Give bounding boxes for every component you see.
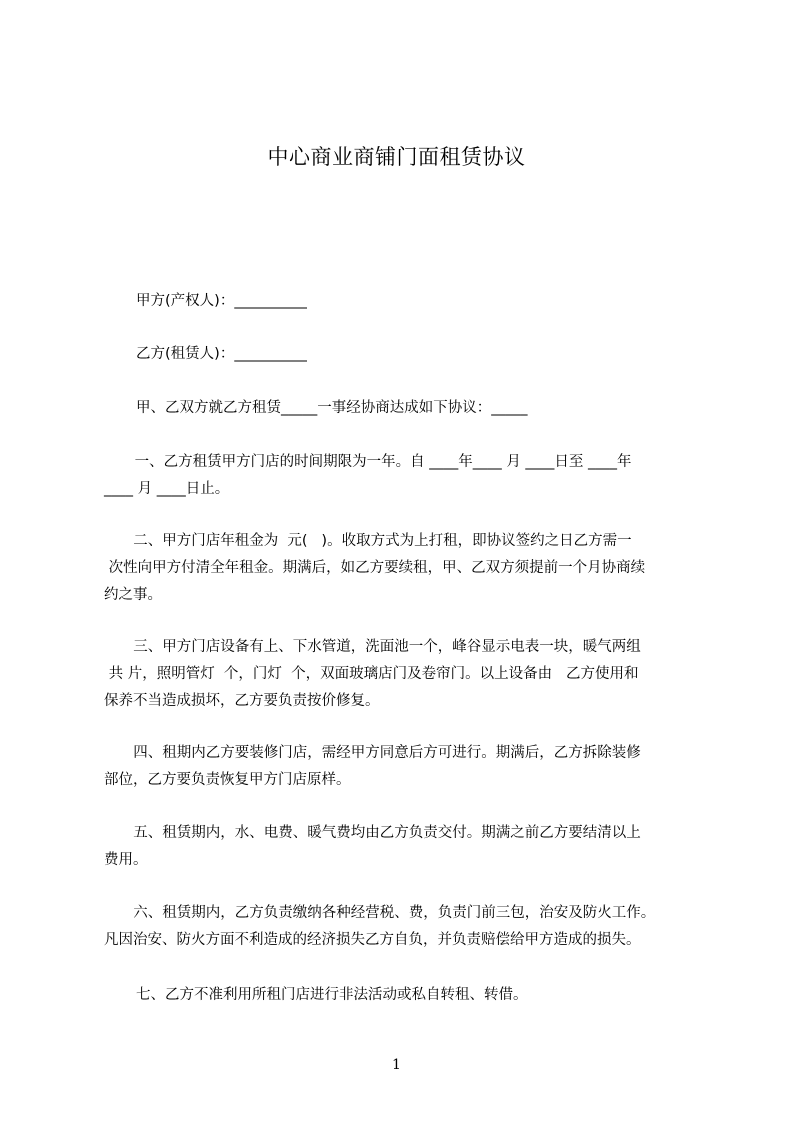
party-b-line: 乙方(租赁人)：__________ [136,346,307,362]
party-a-line: 甲方(产权人)：__________ [136,293,307,309]
clause-1-line-2: ____ 月 ____日止。 [104,481,230,497]
clause-3-line-3: 保养不当造成损坏，乙方要负责按价修复。 [104,693,380,709]
clause-5-line-1: 五、租赁期内，水、电费、暖气费均由乙方负责交付。期满之前乙方要结清以上 [124,825,641,841]
clause-2-line-3: 约之事。 [104,587,162,603]
clause-3-line-1: 三、甲方门店设备有上、下水管道，洗面池一个，峰谷显示电表一块，暖气两组 [124,639,641,655]
clause-5-line-2: 费用。 [104,852,148,868]
document-title: 中心商业商铺门面租赁协议 [267,145,526,169]
page-number: 1 [392,1057,401,1073]
clause-6-line-1: 六、租赁期内，乙方负责缴纳各种经营税、费，负责门前三包，治安及防火工作。 [124,905,656,921]
clause-4-line-2: 部位，乙方要负责恢复甲方门店原样。 [104,772,351,788]
clause-2-line-1: 二、甲方门店年租金为 元( )。收取方式为上打租，即协议签约之日乙方需一 [124,533,632,549]
clause-1-line-1: 一、乙方租赁甲方门店的时间期限为一年。自 ____年____ 月 ____日至 ____年 [130,454,632,470]
clause-4-line-1: 四、租期内乙方要装修门店，需经甲方同意后方可进行。期满后，乙方拆除装修 [124,745,641,761]
clause-3-line-2: 共 片，照明管灯 个，门灯 个，双面玻璃店门及卷帘门。以上设备由 乙方使用和 [104,666,639,682]
clause-6-line-2: 凡因治安、防火方面不利造成的经济损失乙方自负，并负责赔偿给甲方造成的损失。 [104,932,641,948]
clause-2-line-2: 次性向甲方付清全年租金。期满后，如乙方要续租，甲、乙双方须提前一个月协商续 [104,560,646,576]
clause-7-line: 七、乙方不准利用所租门店进行非法活动或私自转租、转借。 [136,987,528,1003]
intro-line: 甲、乙双方就乙方租赁_____一事经协商达成如下协议：_____ [136,400,528,416]
